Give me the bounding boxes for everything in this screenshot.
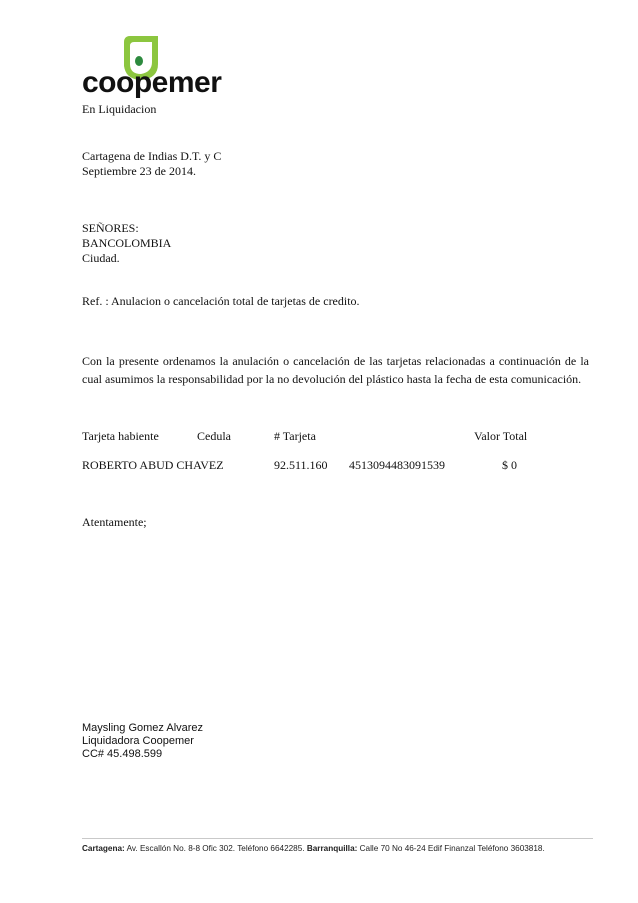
header-cedula: Cedula [197,429,231,443]
recipient-company: BANCOLOMBIA [82,236,172,250]
brand-wordmark: coopemer [82,66,222,99]
company-status: En Liquidacion [82,102,157,116]
row-cardholder: ROBERTO ABUD CHAVEZ [82,458,224,472]
row-cedula: 92.511.160 [274,458,328,472]
footer-text-barranquilla: Calle 70 No 46-24 Edif Finanzal Teléfono 3603818. [357,844,545,853]
footer-label-barranquilla: Barranquilla: [306,844,358,853]
row-card-number: 4513094483091539 [349,458,445,472]
footer-address [82,844,597,854]
header-tarjeta-habiente: Tarjeta habiente [82,429,159,443]
letter-city: Cartagena de Indias D.T. y C [82,149,222,163]
row-value: $ 0 [502,458,517,472]
header-valor-total: Valor Total [474,429,528,443]
closing: Atentamente; [82,515,147,529]
signer-id: CC# 45.498.599 [82,748,163,760]
header-tarjeta: # Tarjeta [274,429,316,443]
letter-date: Septiembre 23 de 2014. [82,164,196,178]
signer-title: Liquidadora Coopemer [82,735,194,747]
recipient-salutation: SEÑORES: [82,221,139,235]
recipient-city: Ciudad. [82,251,120,265]
footer-text-cartagena: Av. Escallón No. 8-8 Ofic 302. Teléfono 6642285. [124,844,307,853]
signer-name: Maysling Gomez Alvarez [82,722,204,734]
reference-line: Ref. : Anulacion o cancelación total de tarjetas de credito. [82,294,360,308]
letter-body: Con la presente ordenamos la anulación o cancelación de las tarjetas relacionadas a continuación de la cual asumimos la responsabilidad por la no devolución del plástico hasta la fecha de esta comunicación. [82,354,589,386]
footer-divider [82,838,593,839]
footer-label-cartagena: Cartagena: [82,844,125,853]
